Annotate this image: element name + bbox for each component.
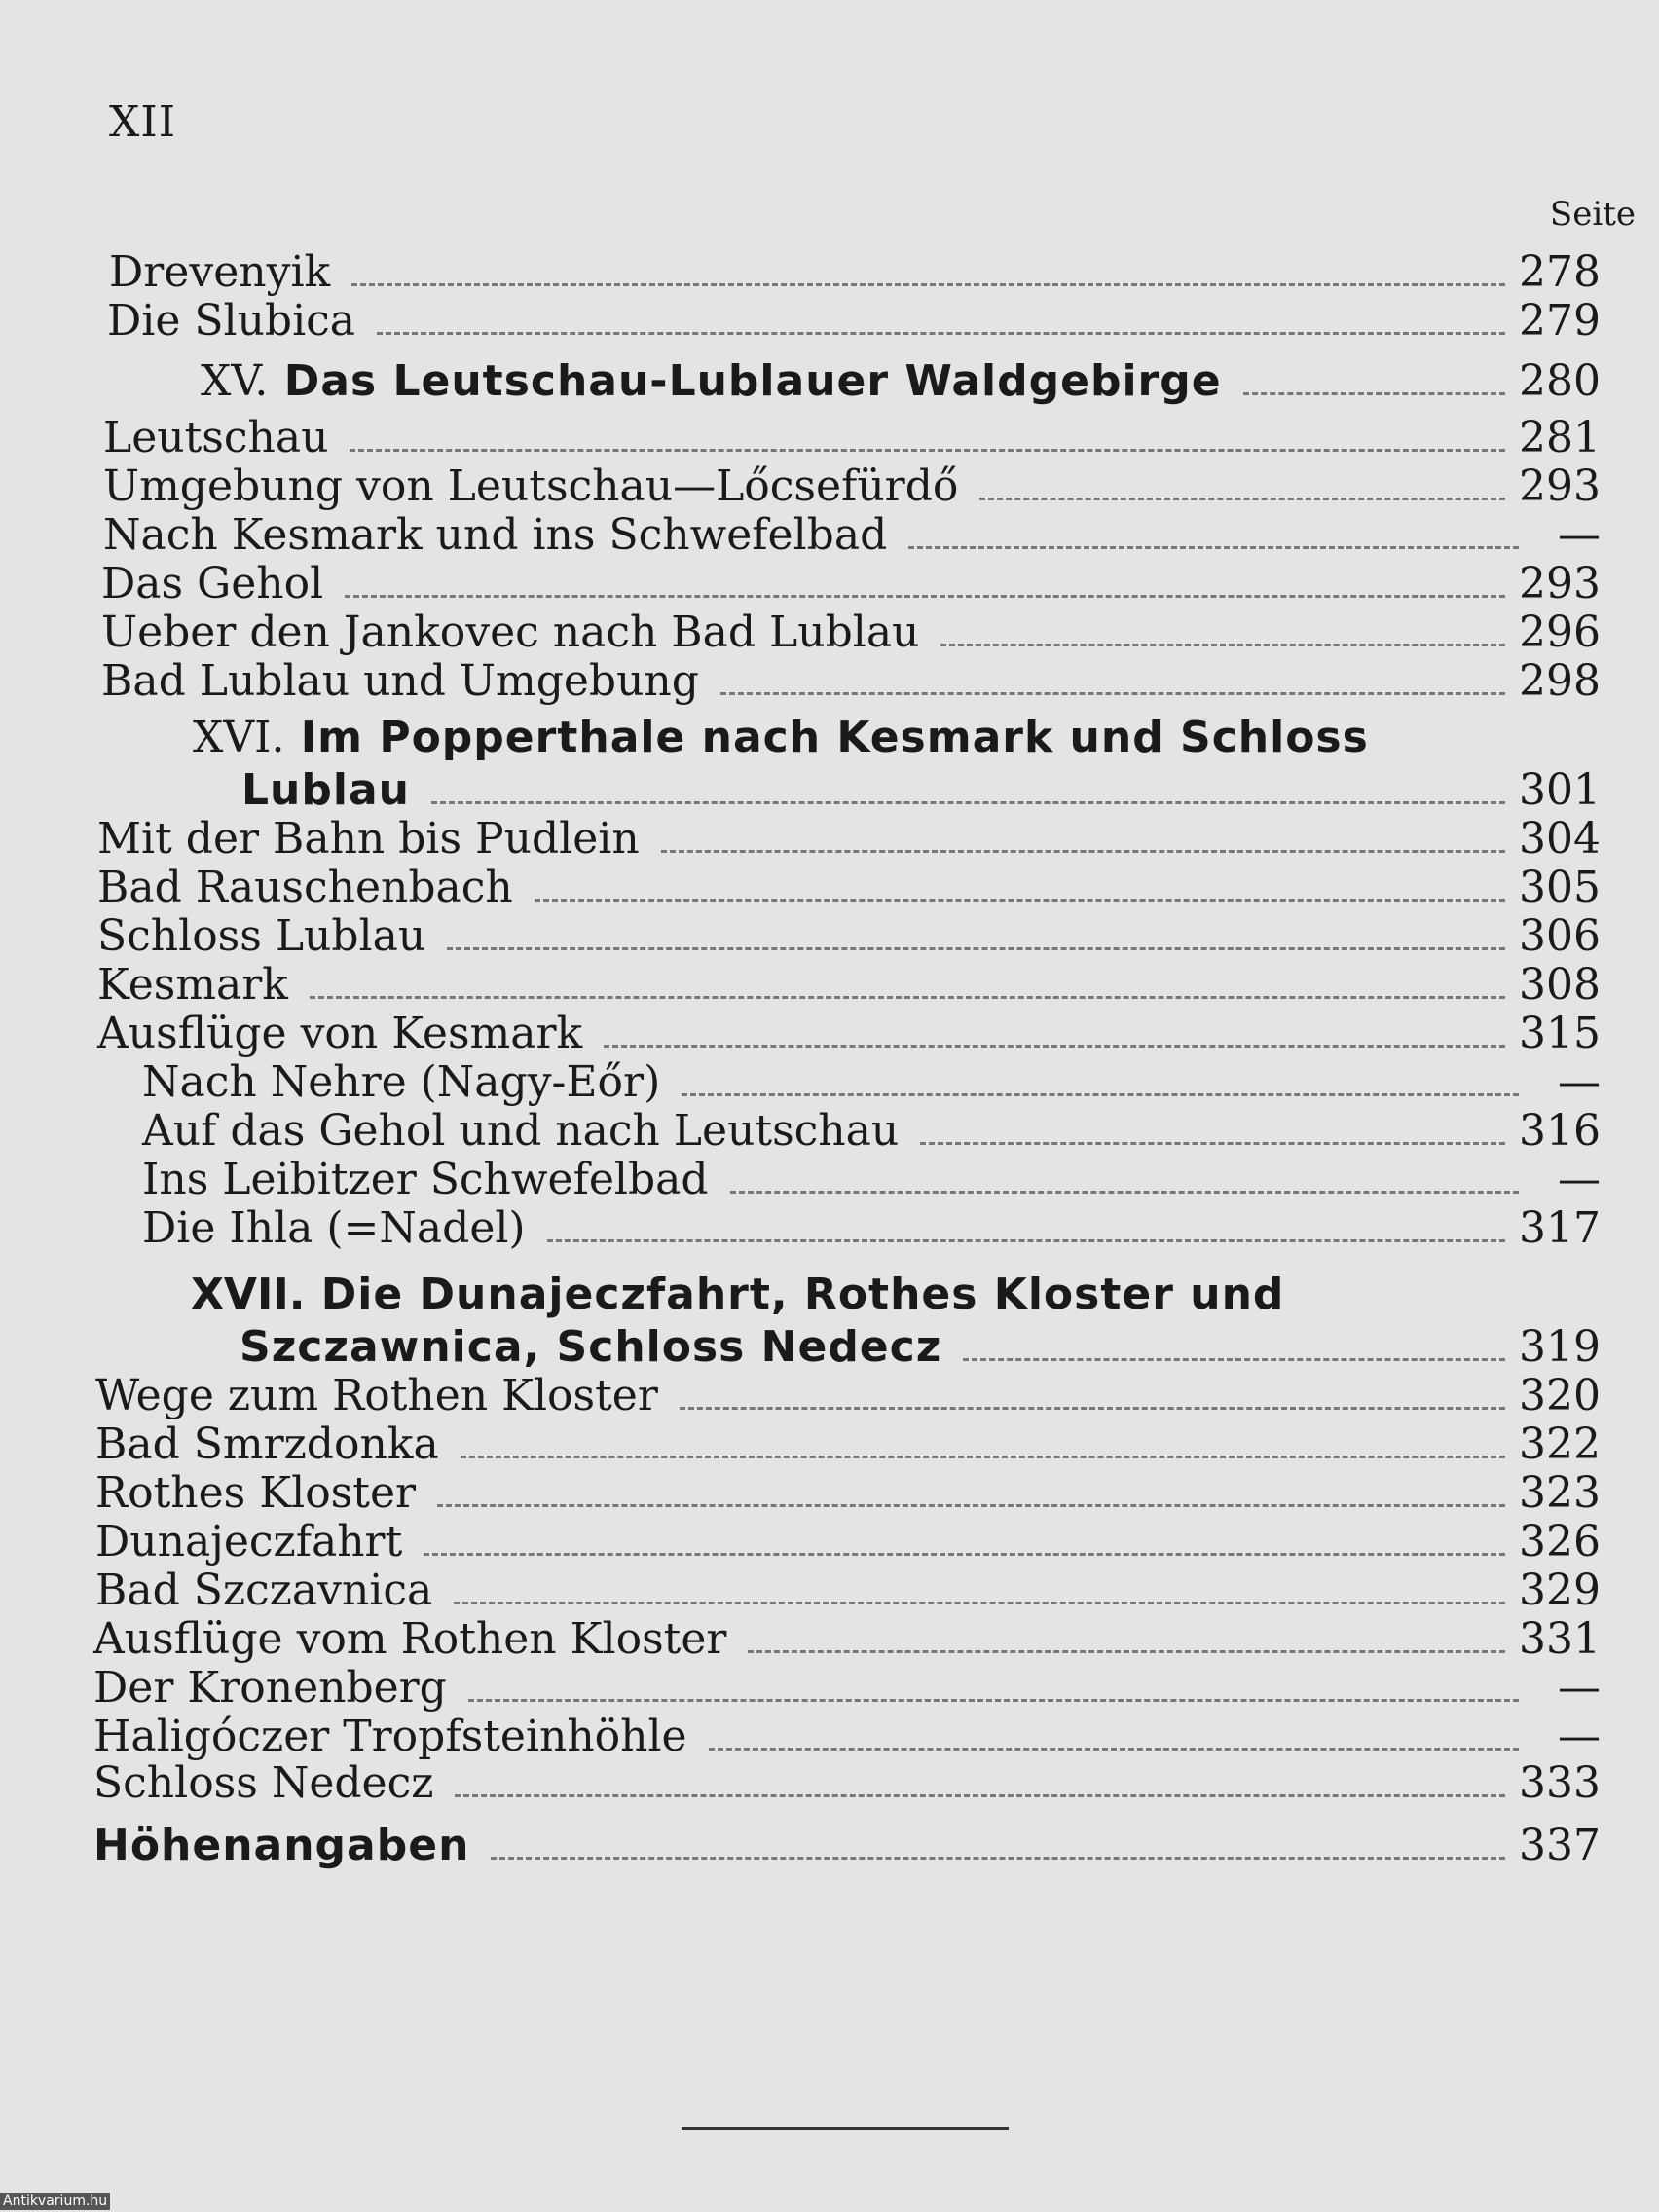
chapter-heading-xvii-line1 <box>191 1270 1507 1319</box>
toc-entry-title: Rothes Kloster <box>95 1468 417 1518</box>
toc-entry <box>97 911 1601 961</box>
column-header-seite: Seite <box>1549 195 1636 234</box>
toc-entry <box>103 413 1601 462</box>
toc-chapter-heading <box>240 1322 1601 1372</box>
toc-entry-title: Ueber den Jankovec nach Bad Lublau <box>101 608 920 657</box>
toc-entry <box>101 608 1601 657</box>
toc-entry <box>107 296 1601 346</box>
dotted-leader <box>979 498 1505 500</box>
dotted-leader <box>447 947 1505 950</box>
toc-entry-title: Ausflüge vom Rothen Kloster <box>93 1614 727 1664</box>
toc-entry <box>95 1419 1601 1469</box>
dotted-leader <box>920 1142 1505 1145</box>
dotted-leader <box>468 1699 1519 1702</box>
toc-entry-page: 293 <box>1519 559 1601 608</box>
dotted-leader <box>350 449 1505 452</box>
dotted-leader <box>424 1553 1505 1556</box>
toc-entry-page: — <box>1558 1057 1601 1107</box>
toc-entry-page: 319 <box>1519 1322 1601 1372</box>
toc-entry <box>93 1663 1601 1713</box>
page-number: XII <box>109 97 177 147</box>
dotted-leader <box>431 801 1505 804</box>
dotted-leader <box>345 595 1505 598</box>
toc-entry <box>97 814 1601 864</box>
toc-entry-page: 329 <box>1519 1566 1601 1615</box>
toc-entry-page: 296 <box>1519 608 1601 657</box>
dotted-leader <box>730 1191 1519 1194</box>
watermark: Antikvarium.hu <box>0 2193 110 2210</box>
dotted-leader <box>680 1407 1505 1410</box>
toc-entry <box>93 1758 1601 1808</box>
toc-entry-page: 326 <box>1519 1517 1601 1567</box>
toc-entry <box>95 1468 1601 1518</box>
dotted-leader <box>491 1857 1505 1860</box>
toc-entry <box>93 1821 1601 1870</box>
toc-entry <box>101 559 1601 608</box>
toc-entry-title: Bad Rauschenbach <box>97 863 513 912</box>
chapter-title-line2: Lublau <box>241 765 410 815</box>
toc-entry-title: Schloss Lublau <box>97 911 426 961</box>
toc-entry-title: Nach Nehre (Nagy-Eőr) <box>142 1057 661 1107</box>
toc-entry-page: 322 <box>1519 1419 1601 1469</box>
dotted-leader <box>661 850 1505 853</box>
dotted-leader <box>535 899 1505 902</box>
toc-entry-title: Höhenangaben <box>93 1821 470 1870</box>
toc-entry-title: Schloss Nedecz <box>93 1758 434 1808</box>
dotted-leader <box>437 1504 1505 1507</box>
toc-entry-title: Der Kronenberg <box>93 1663 447 1713</box>
chapter-title-line1: Im Popperthale nach Kesmark und Schloss <box>300 713 1369 762</box>
toc-entry-title: Umgebung von Leutschau—Lőcsefürdő <box>103 461 959 511</box>
toc-entry-title: Haligóczer Tropfsteinhöhle <box>93 1712 687 1761</box>
toc-entry-title: Ausflüge von Kesmark <box>97 1009 583 1058</box>
toc-entry-page: 293 <box>1519 461 1601 511</box>
chapter-numeral: XV. <box>201 356 269 406</box>
chapter-numeral: XVII. <box>191 1270 306 1319</box>
dotted-leader <box>377 332 1505 335</box>
toc-entry <box>93 1712 1601 1761</box>
dotted-leader <box>604 1045 1505 1048</box>
toc-entry-page: 306 <box>1519 911 1601 961</box>
dotted-leader <box>351 283 1505 286</box>
toc-entry-title: Bad Lublau und Umgebung <box>101 656 699 706</box>
toc-entry-title: Dunajeczfahrt <box>95 1517 403 1567</box>
dotted-leader <box>461 1456 1505 1458</box>
toc-entry-page: 281 <box>1519 413 1601 462</box>
toc-entry-title: Ins Leibitzer Schwefelbad <box>142 1155 709 1204</box>
toc-entry-title: Nach Kesmark und ins Schwefelbad <box>103 510 888 560</box>
toc-subentry <box>142 1203 1601 1253</box>
toc-entry-page: — <box>1558 1155 1601 1204</box>
toc-entry-page: 323 <box>1519 1468 1601 1518</box>
toc-entry-page: 316 <box>1519 1106 1601 1156</box>
toc-entry-title: Drevenyik <box>109 247 331 297</box>
toc-entry-page: 331 <box>1519 1614 1601 1664</box>
toc-entry-page: 308 <box>1519 960 1601 1010</box>
dotted-leader <box>547 1239 1505 1242</box>
toc-subentry <box>142 1106 1601 1156</box>
toc-entry-page: 298 <box>1519 656 1601 706</box>
dotted-leader <box>748 1650 1505 1653</box>
dotted-leader <box>455 1794 1505 1797</box>
toc-entry-page: 279 <box>1519 296 1601 346</box>
dotted-leader <box>1243 392 1505 395</box>
toc-entry-page: 315 <box>1519 1009 1601 1058</box>
toc-entry-title: Die Slubica <box>107 296 356 346</box>
dotted-leader <box>682 1093 1519 1096</box>
toc-chapter-heading <box>241 765 1601 815</box>
toc-entry-page: 337 <box>1519 1821 1601 1870</box>
toc-entry-page: 317 <box>1519 1203 1601 1253</box>
toc-entry-page: — <box>1558 1712 1601 1761</box>
dotted-leader <box>454 1602 1505 1604</box>
toc-entry-page: 305 <box>1519 863 1601 912</box>
dotted-leader <box>908 546 1519 549</box>
dotted-leader <box>940 644 1505 646</box>
toc-entry-page: 304 <box>1519 814 1601 864</box>
toc-entry-title: Wege zum Rothen Kloster <box>95 1371 658 1420</box>
toc-entry <box>103 510 1601 560</box>
toc-entry-page: 320 <box>1519 1371 1601 1420</box>
toc-entry-title: Das Gehol <box>101 559 324 608</box>
toc-entry <box>95 1517 1601 1567</box>
toc-subentry <box>142 1155 1601 1204</box>
dotted-leader <box>963 1358 1505 1361</box>
chapter-title-line1: Die Dunajeczfahrt, Rothes Kloster und <box>320 1270 1285 1319</box>
chapter-numeral: XVI. <box>193 713 285 762</box>
dotted-leader <box>310 996 1505 999</box>
toc-entry-title: Leutschau <box>103 413 329 462</box>
toc-entry-title: Die Ihla (=Nadel) <box>142 1203 526 1253</box>
chapter-title-line2: Szczawnica, Schloss Nedecz <box>240 1322 942 1372</box>
toc-entry-page: 280 <box>1519 356 1601 406</box>
toc-entry-title: Auf das Gehol und nach Leutschau <box>142 1106 900 1156</box>
end-rule <box>682 2127 1009 2130</box>
toc-entry <box>103 461 1601 511</box>
toc-entry-title: Bad Smrzdonka <box>95 1419 439 1469</box>
toc-entry-page: — <box>1558 510 1601 560</box>
toc-entry <box>97 863 1601 912</box>
toc-entry <box>101 656 1601 706</box>
toc-subentry <box>142 1057 1601 1107</box>
toc-entry-page: 278 <box>1519 247 1601 297</box>
toc-entry <box>109 247 1601 297</box>
toc-entry-title: Kesmark <box>97 960 288 1010</box>
toc-entry <box>97 960 1601 1010</box>
toc-entry <box>93 1614 1601 1664</box>
toc-entry-title: Bad Szczavnica <box>95 1566 433 1615</box>
toc-entry-page: 333 <box>1519 1758 1601 1808</box>
toc-entry-page: — <box>1558 1663 1601 1713</box>
toc-entry-page: 301 <box>1519 765 1601 815</box>
chapter-heading-xvi-line1 <box>193 713 1511 762</box>
dotted-leader <box>709 1748 1519 1751</box>
toc-entry <box>95 1371 1601 1420</box>
chapter-title: Das Leutschau-Lublauer Waldgebirge <box>283 356 1222 406</box>
chapter-heading-xv <box>201 356 1222 406</box>
toc-entry <box>97 1009 1601 1058</box>
toc-entry <box>95 1566 1601 1615</box>
dotted-leader <box>720 692 1505 695</box>
toc-chapter-heading <box>201 356 1601 406</box>
toc-entry-title: Mit der Bahn bis Pudlein <box>97 814 640 864</box>
